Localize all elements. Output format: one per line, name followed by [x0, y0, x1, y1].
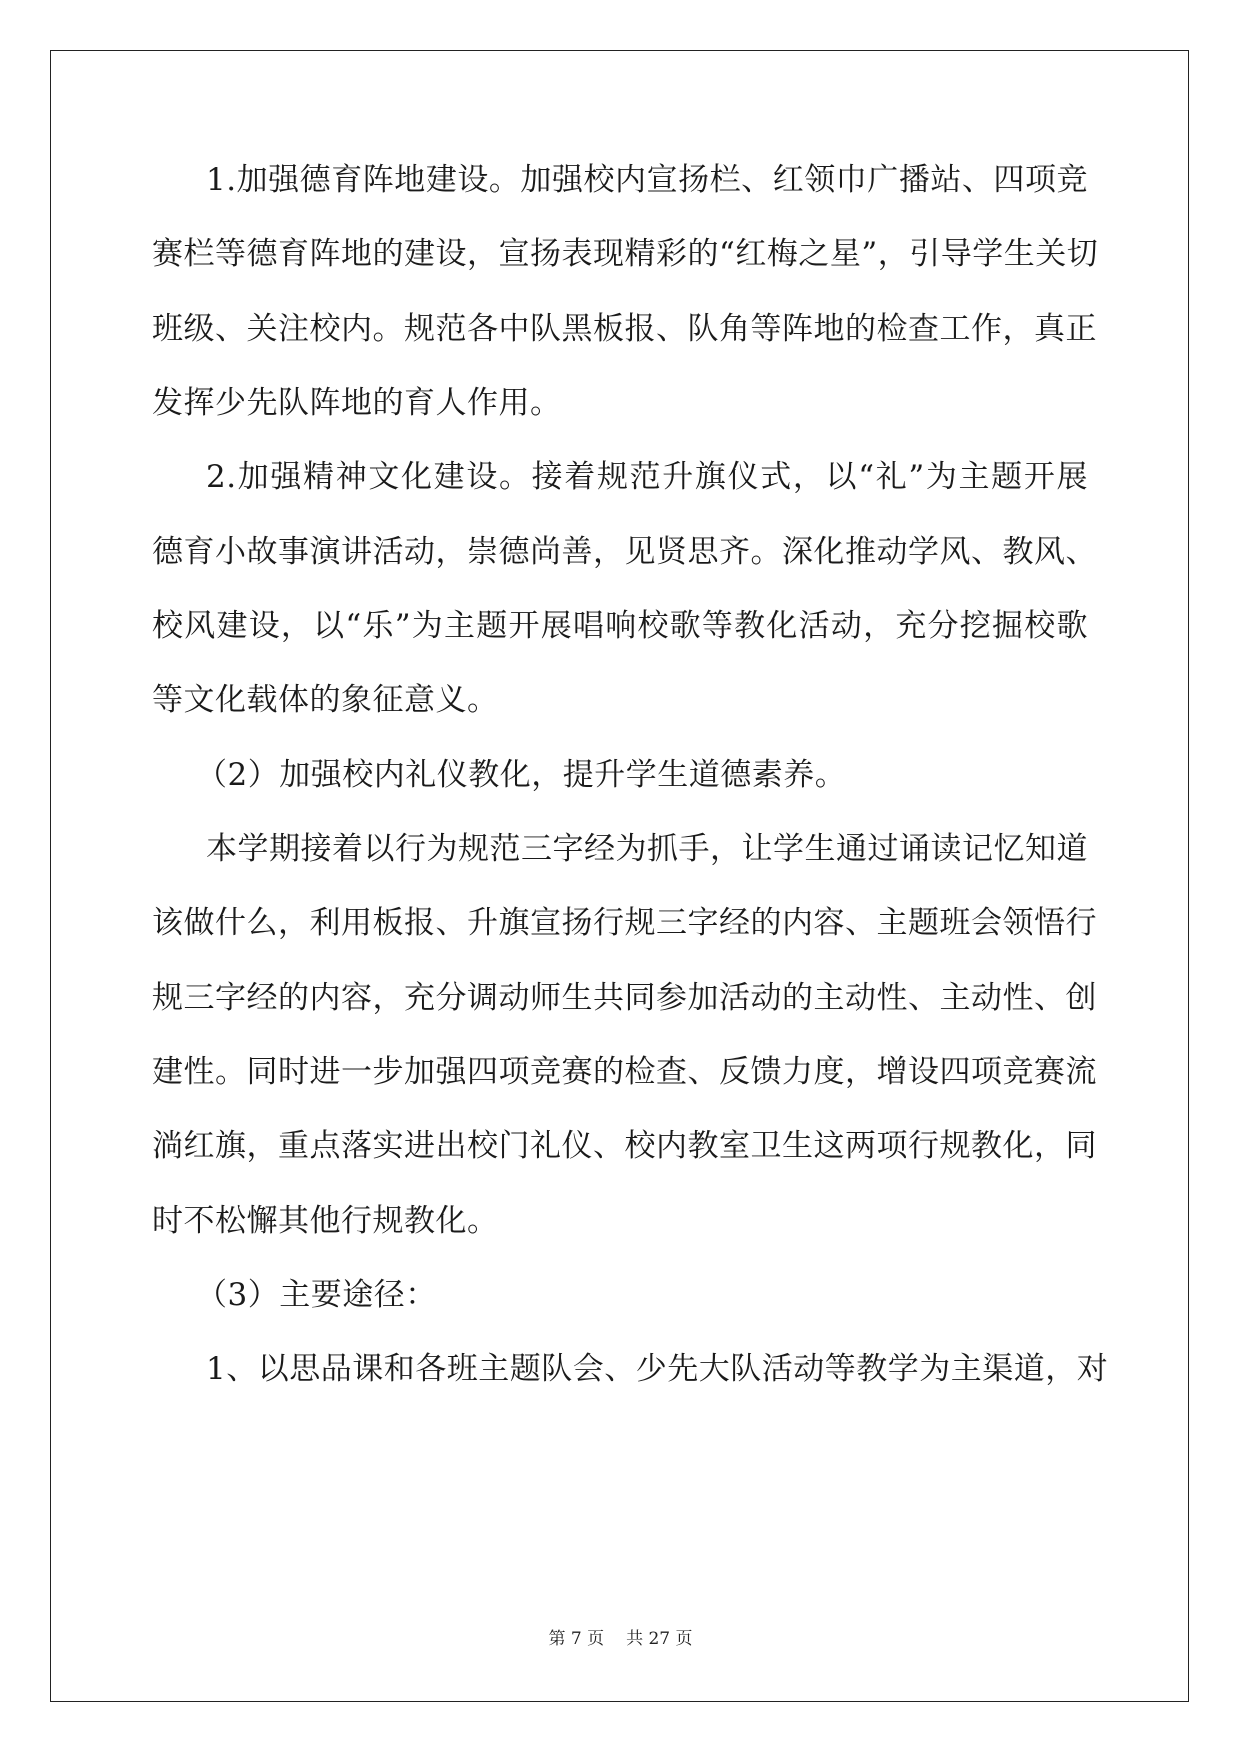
section-heading-2: （2）加强校内礼仪教化，提升学生道德素养。: [196, 757, 847, 793]
paragraph-3-line-4: 建性。同时进一步加强四项竞赛的检查、反馈力度，增设四项竞赛流: [152, 1054, 1097, 1090]
total-pages: 共 27 页: [626, 1629, 693, 1649]
paragraph-3-line-3: 规三字经的内容，充分调动师生共同参加活动的主动性、主动性、创: [152, 980, 1097, 1016]
paragraph-3-line-5: 淌红旗，重点落实进出校门礼仪、校内教室卫生这两项行规教化，同: [152, 1128, 1097, 1164]
section-heading-3: （3）主要途径：: [196, 1277, 437, 1313]
paragraph-1-line-4: 发挥少先队阵地的育人作用。: [152, 385, 562, 421]
page-number: 第 7 页: [548, 1629, 605, 1649]
paragraph-2-line-3: 校风建设，以“乐”为主题开展唱响校歌等教化活动，充分挖掘校歌: [152, 608, 1088, 644]
paragraph-1-line-1: 1.加强德育阵地建设。加强校内宣扬栏、红领巾广播站、四项竞: [206, 162, 1088, 198]
paragraph-2-line-4: 等文化载体的象征意义。: [152, 682, 499, 718]
paragraph-2-line-1: 2.加强精神文化建设。接着规范升旗仪式，以“礼”为主题开展: [206, 459, 1088, 495]
page-footer: [0, 1627, 1241, 1651]
paragraph-3-line-1: 本学期接着以行为规范三字经为抓手，让学生通过诵读记忆知道: [206, 831, 1088, 867]
paragraph-1-line-3: 班级、关注校内。规范各中队黑板报、队角等阵地的检查工作，真正: [152, 311, 1097, 347]
paragraph-3-line-2: 该做什么，利用板报、升旗宣扬行规三字经的内容、主题班会领悟行: [152, 905, 1097, 941]
paragraph-2-line-2: 德育小故事演讲活动，崇德尚善，见贤思齐。深化推动学风、教风、: [152, 534, 1097, 570]
paragraph-4-line-1: 1、以思品课和各班主题队会、少先大队活动等教学为主渠道，对: [206, 1351, 1109, 1387]
paragraph-1-line-2: 赛栏等德育阵地的建设，宣扬表现精彩的“红梅之星”，引导学生关切: [152, 236, 1099, 272]
page-border: [50, 50, 1189, 1702]
paragraph-3-line-6: 时不松懈其他行规教化。: [152, 1203, 499, 1239]
